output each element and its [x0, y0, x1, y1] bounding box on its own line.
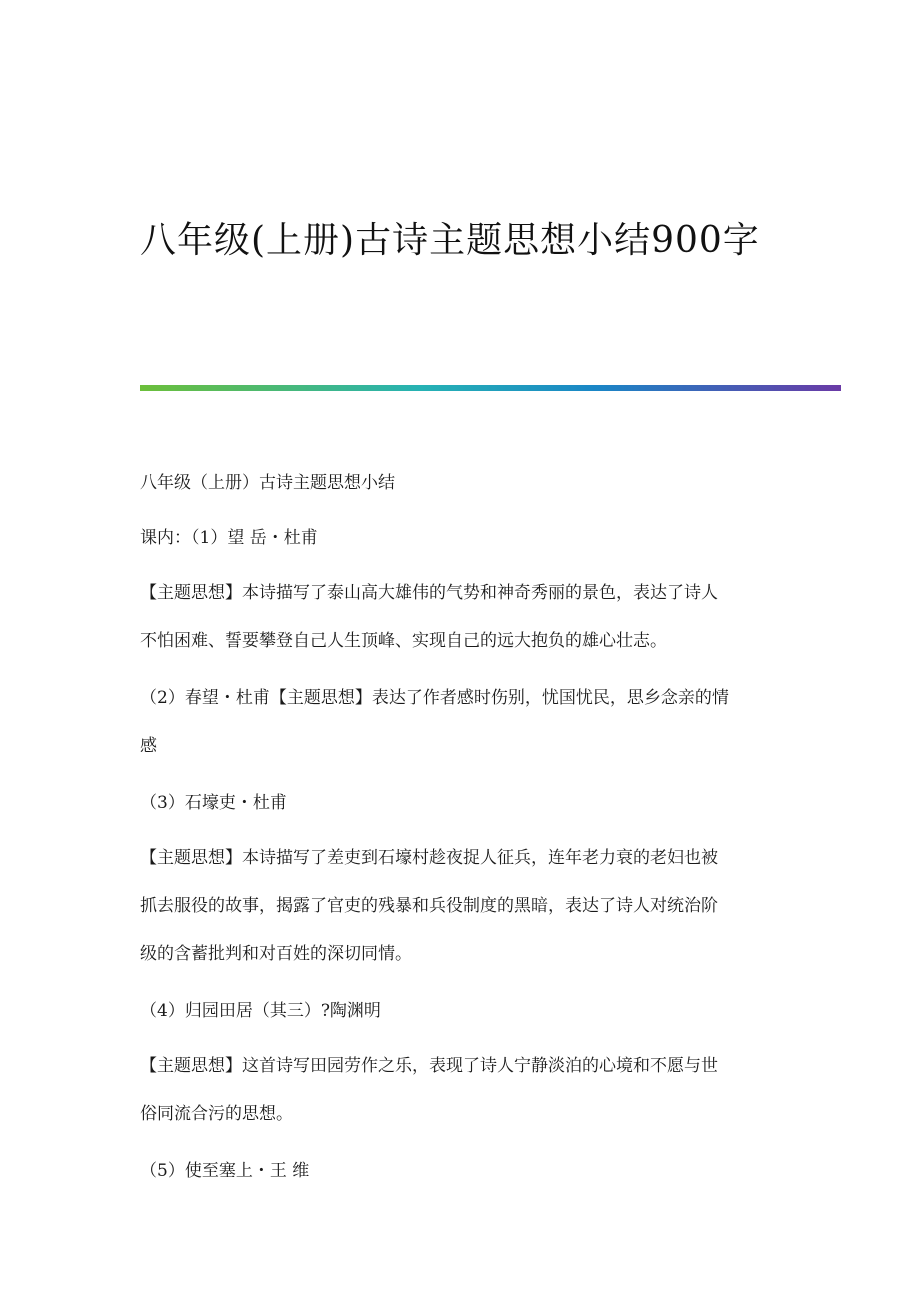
theme-paragraph-4-line-1: 【主题思想】这首诗写田园劳作之乐，表现了诗人宁静淡泊的心境和不愿与世: [140, 1056, 718, 1076]
theme-paragraph-3-line-3: 级的含蓄批判和对百姓的深切同情。: [140, 944, 412, 964]
theme-paragraph-3-line-2: 抓去服役的故事，揭露了官吏的残暴和兵役制度的黑暗，表达了诗人对统治阶: [140, 896, 718, 916]
poem-heading-1: 课内：（1）望 岳・杜甫: [140, 528, 318, 548]
poem-2-line-2: 感: [140, 736, 157, 756]
poem-heading-3: （3）石壕吏・杜甫: [140, 793, 287, 813]
subtitle-line: 八年级（上册）古诗主题思想小结: [140, 473, 395, 493]
theme-paragraph-1-line-2: 不怕困难、誓要攀登自己人生顶峰、实现自己的远大抱负的雄心壮志。: [140, 631, 667, 651]
theme-paragraph-1-line-1: 【主题思想】本诗描写了泰山高大雄伟的气势和神奇秀丽的景色，表达了诗人: [140, 583, 718, 603]
poem-2-line-1: （2）春望・杜甫【主题思想】表达了作者感时伤别，忧国忧民，思乡念亲的情: [140, 688, 729, 708]
document-title: 八年级(上册)古诗主题思想小结900字: [140, 220, 760, 261]
theme-paragraph-4-line-2: 俗同流合污的思想。: [140, 1104, 293, 1124]
poem-heading-4: （4）归园田居（其三）?陶渊明: [140, 1001, 381, 1021]
poem-heading-5: （5）使至塞上・王 维: [140, 1161, 310, 1181]
title-divider: [140, 385, 841, 391]
theme-paragraph-3-line-1: 【主题思想】本诗描写了差吏到石壕村趁夜捉人征兵，连年老力衰的老妇也被: [140, 848, 718, 868]
